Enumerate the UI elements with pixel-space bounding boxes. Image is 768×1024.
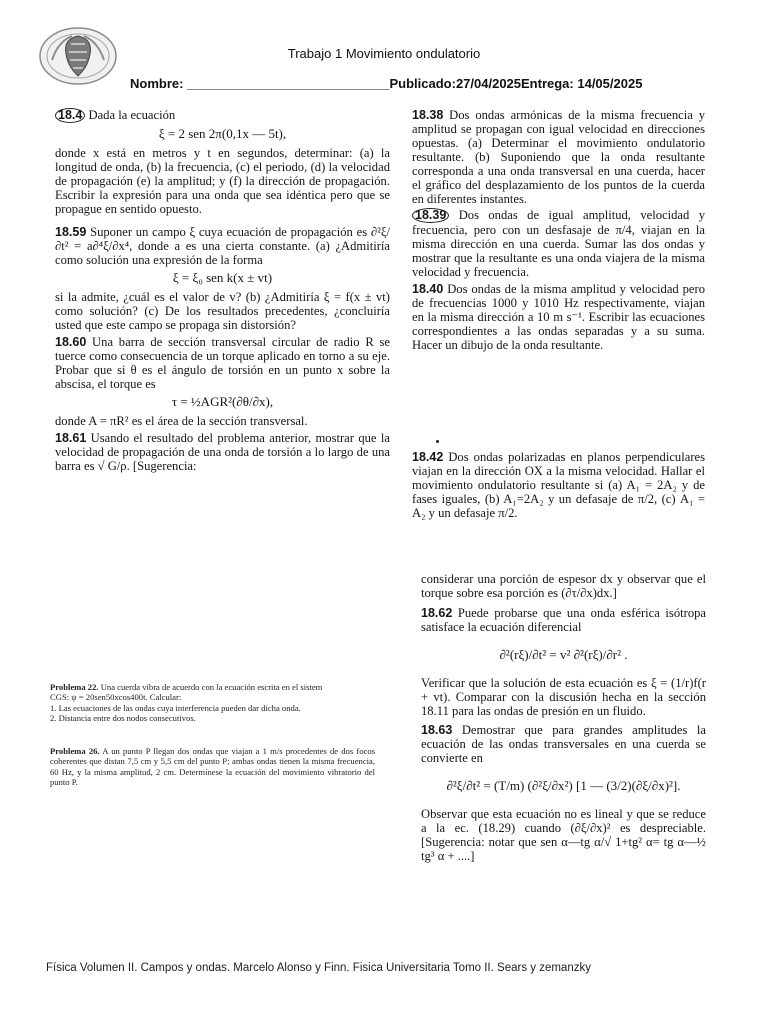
problem-number: 18.4 [55,108,85,122]
problem-22-block: Problema 22. Una cuerda vibra de acuerdo con la ecuación escrita en el sistem CGS: ψ = 20sen50xcos400t. Calcular: 1. Las ecuaciones de las ondas cuya interferencia pueden dar dicha onda. 2. Distancia entre dos nodos consecutivos. [50,682,323,724]
equation: ξ = ξ₀ sen k(x ± vt) [172,270,273,285]
problem-number: 18.39 [412,208,449,222]
problem-label: Problema 26. [50,746,100,756]
problem-number: 18.40 [412,282,444,296]
problem-18-39: 18.39 Dos ondas de igual amplitud, velocidad y frecuencia, pero con un desfasaje de π/4, viajan en la misma dirección en una cuerda. Sumar las dos ondas y mostrar que la resultante es una onda viajera de la misma velocidad y frecuencia. [412,208,705,279]
continued-text: considerar una porción de espesor dx y observar que el torque sobre esa porción es (∂τ/∂x)dx.] [421,572,706,600]
problem-text: Observar que esta ecuación no es lineal y que se reduce a la ec. (18.29) cuando (∂ξ/∂x)² es despreciable. [Sugerencia: notar que sen α—tg α/√ 1+tg² α= tg α—½ tg³ α + ....] [421,807,706,863]
problem-18-60: 18.60 Una barra de sección transversal circular de radio R se tuerce como consecuencia de un torque aplicado en torno a su eje. Probar que si θ es el ángulo de torsión en un punto x sobre la abscisa, el torque es [55,335,390,391]
header-info-line [130,76,768,91]
problem-18-59: 18.59 Suponer un campo ξ cuya ecuación de propagación es ∂²ξ/∂t² = a∂⁴ξ/∂x⁴, donde a es una cierta constante. (a) ¿Admitiría como solución una expresión de la forma [55,225,391,267]
published-date: Publicado:27/04/2025 [389,76,522,91]
equation: ξ = 2 sen 2π(0,1x — 5t), [158,126,287,141]
scan-speck [436,440,439,443]
problem-18-40: 18.40 Dos ondas de la misma amplitud y velocidad pero de frecuencias 1000 y 1010 Hz respectivamente, viajan en la misma dirección a 10 m s⁻¹. Escribir las ecuaciones correspondientes a las ondas separadas y a su suma. Hacer un dibujo de la onda resultante. [412,282,705,352]
right-column-top [412,108,705,352]
problem-number: 18.42 [412,450,444,464]
problem-label: Problema 22. [50,682,99,692]
delivery-date: Entrega: 14/05/2025 [521,76,643,91]
problem-text: donde A = πR² es el área de la sección transversal. [55,414,308,428]
equation: ∂²ξ/∂t² = (T/m) (∂²ξ/∂x²) [1 — (3/2)(∂ξ/∂x)²]. [446,778,681,793]
document-title: Trabajo 1 Movimiento ondulatorio [287,46,481,61]
problem-number: 18.62 [421,606,453,620]
problem-18-42: 18.42 Dos ondas polarizadas en planos perpendiculares viajan en la dirección OX a la misma velocidad. Hallar el movimiento ondulatorio resultante si (a) A₁ = 2A₂ y de fases iguales, (b) A₁=2A₂ y un defasaje de π/2, (c) A₁ = A₂ y un defasaje π/2. [412,450,705,520]
problem-number: 18.59 [55,225,87,239]
problem-18-38: 18.38 Dos ondas armónicas de la misma frecuencia y amplitud se propagan con igual velocidad en direcciones opuestas. (a) Determinar el movimiento ondulatorio resultante. (b) Suponiendo que la onda resultante corresponda a una onda transversal en una cuerda, hacer el gráfico del desplazamiento de los puntos de la cuerda en diferentes instantes. [412,108,705,206]
problem-26-block: Problema 26. A un punto P llegan dos ondas que viajan a 1 m/s procedentes de dos focos coherentes que distan 7,5 cm y 5,5 cm del punto P; ambas ondas tienen la misma frecuencia, 60 Hz, y la misma amplitud, 2 cm. Determínese la ecuación del movimiento vibratorio del punto P. [50,746,375,788]
right-column-mid [412,450,705,520]
problem-18-62: 18.62 Puede probarse que una onda esférica isótropa satisface la ecuación diferencial [421,606,706,634]
problem-text: donde x está en metros y t en segundos, determinar: (a) la longitud de onda, (b) la frecuencia, (c) el periodo, (d) la velocidad de propagación (e) la amplitud; y (f) la dirección de propagación. Escribir la expresión para una onda que sea idéntica pero que se propague en sentido opuesto. [55,146,390,216]
problem-number: 18.63 [421,723,453,737]
problem-18-63: 18.63 Demostrar que para grandes amplitudes la ecuación de las ondas transversales en una cuerda se convierte en [421,723,706,765]
problem-18-4: 18.4 Dada la ecuación [55,108,390,123]
right-column-bottom [421,572,706,863]
equation: ∂²(rξ)/∂t² = v² ∂²(rξ)/∂r² . [499,647,628,662]
problem-text: Verificar que la solución de esta ecuación es ξ = (1/r)f(r + vt). Comparar con la discusión hecha en la sección 18.11 para las ondas de presión en un fluido. [421,676,706,718]
problem-number: 18.60 [55,335,87,349]
problem-text: si la admite, ¿cuál es el valor de v? (b) ¿Admitiría ξ = f(x ± vt) como solución? (c) De los resultados precedentes, ¿concluiría usted que este campo se propaga sin distorsión? [55,290,390,332]
left-column [55,108,390,473]
problem-number: 18.61 [55,431,87,445]
problem-18-61: 18.61 Usando el resultado del problema anterior, mostrar que la velocidad de propagación de una onda de torsión a lo largo de una barra es √ G/ρ. [Sugerencia: [55,431,390,473]
problem-number: 18.38 [412,108,444,122]
name-field-label: Nombre: ____________________________ [130,76,390,91]
bibliography-reference: Física Volumen II. Campos y ondas. Marcelo Alonso y Finn. Fisica Universitaria Tomo II. Sears y zemanzky [46,962,591,974]
equation: τ = ½AGR²(∂θ/∂x), [171,394,274,409]
